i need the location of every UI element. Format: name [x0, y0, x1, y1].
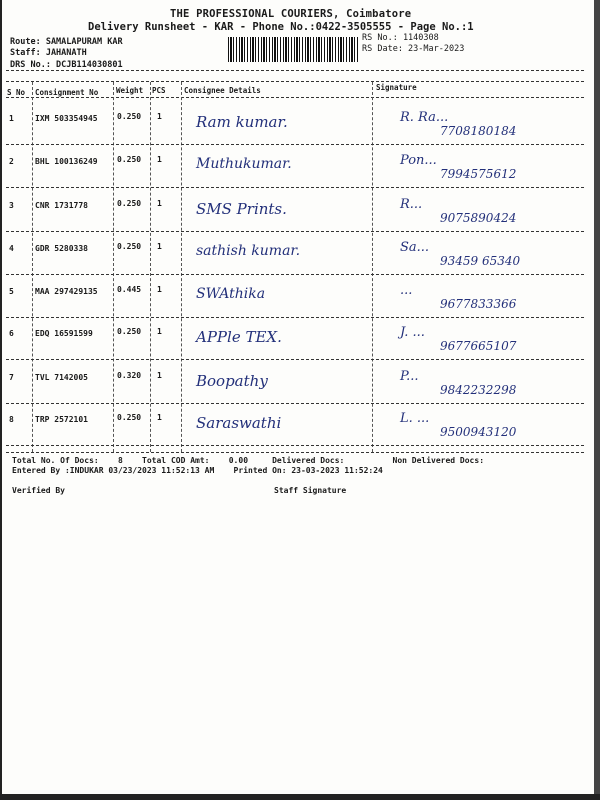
- row-consignee-handwritten: APPle TEX.: [196, 328, 282, 346]
- row-sno: 3: [9, 201, 14, 210]
- col-line: [372, 82, 373, 452]
- row-consignment-no: TVL 7142005: [35, 373, 88, 382]
- row-divider: [6, 187, 584, 188]
- company-title: THE PROFESSIONAL COURIERS, Coimbatore: [170, 8, 412, 20]
- row-pcs: 1: [157, 285, 162, 294]
- rs-date: RS Date: 23-Mar-2023: [362, 44, 465, 54]
- row-consignment-no: IXM 503354945: [35, 114, 98, 123]
- drs-number: DRS No.: DCJB114030801: [10, 60, 123, 70]
- row-consignment-no: TRP 2572101: [35, 415, 88, 424]
- row-weight: 0.250: [117, 199, 142, 208]
- row-consignee-handwritten: SWAthika: [196, 286, 266, 302]
- row-weight: 0.250: [117, 155, 142, 164]
- footer-divider: [6, 452, 584, 453]
- row-consignee-handwritten: Boopathy: [196, 372, 268, 390]
- row-weight: 0.250: [117, 327, 142, 336]
- row-signature-phone: 9500943120: [440, 425, 517, 439]
- row-sno: 4: [9, 244, 14, 253]
- row-consignment-no: EDQ 16591599: [35, 329, 93, 338]
- row-signature-phone: 9677665107: [440, 339, 517, 353]
- col-sno: S No: [7, 88, 26, 97]
- row-pcs: 1: [157, 242, 162, 251]
- row-sno: 7: [9, 373, 14, 382]
- row-consignee-handwritten: SMS Prints.: [196, 200, 287, 218]
- row-pcs: 1: [157, 199, 162, 208]
- header-divider-mid: [6, 81, 584, 82]
- header-divider-top: [6, 70, 584, 71]
- row-signature-handwritten: R. Ra...: [400, 110, 449, 125]
- col-signature: Signature: [376, 83, 417, 92]
- row-pcs: 1: [157, 371, 162, 380]
- row-divider: [6, 144, 584, 145]
- row-signature-phone: 9677833366: [440, 297, 517, 311]
- barcode-image: [228, 37, 358, 62]
- row-signature-handwritten: ...: [400, 283, 413, 298]
- row-divider: [6, 359, 584, 360]
- row-signature-phone: 9075890424: [440, 211, 517, 225]
- row-divider: [6, 231, 584, 232]
- row-consignee-handwritten: Saraswathi: [196, 414, 282, 432]
- row-signature-handwritten: R...: [400, 197, 423, 212]
- col-weight: Weight: [116, 86, 144, 95]
- col-consignment: Consignment No: [35, 88, 99, 97]
- row-signature-phone: 7994575612: [440, 167, 517, 181]
- scan-edge-bottom: [0, 794, 600, 800]
- row-weight: 0.250: [117, 413, 142, 422]
- col-line: [181, 82, 182, 452]
- row-signature-phone: 93459 65340: [440, 254, 521, 268]
- row-pcs: 1: [157, 112, 162, 121]
- row-consignee-handwritten: sathish kumar.: [196, 243, 301, 259]
- totals-line: Total No. Of Docs: 8 Total COD Amt: 0.00 Delivered Docs: Non Delivered Docs:: [12, 456, 485, 465]
- row-pcs: 1: [157, 327, 162, 336]
- col-line: [113, 82, 114, 452]
- row-pcs: 1: [157, 413, 162, 422]
- verified-by-label: Verified By: [12, 486, 65, 495]
- row-consignment-no: CNR 1731778: [35, 201, 88, 210]
- row-weight: 0.320: [117, 371, 142, 380]
- row-signature-handwritten: Pon...: [400, 153, 437, 168]
- row-sno: 5: [9, 287, 14, 296]
- row-pcs: 1: [157, 155, 162, 164]
- row-signature-handwritten: J. ...: [400, 325, 425, 340]
- row-signature-phone: 9842232298: [440, 383, 517, 397]
- col-line: [32, 82, 33, 452]
- row-weight: 0.250: [117, 242, 142, 251]
- row-sno: 6: [9, 329, 14, 338]
- staff-label: Staff: JAHANATH: [10, 48, 87, 58]
- row-consignee-handwritten: Muthukumar.: [196, 156, 292, 172]
- row-sno: 2: [9, 157, 14, 166]
- row-divider: [6, 403, 584, 404]
- runsheet-title: Delivery Runsheet - KAR - Phone No.:0422-3505555 - Page No.:1: [88, 21, 474, 33]
- row-weight: 0.445: [117, 285, 142, 294]
- scan-edge-left: [0, 0, 2, 800]
- row-divider: [6, 274, 584, 275]
- row-signature-handwritten: P...: [400, 369, 419, 384]
- header-divider-bottom: [6, 97, 584, 98]
- row-signature-handwritten: L. ...: [400, 411, 430, 426]
- entered-by-line: Entered By :INDUKAR 03/23/2023 11:52:13 AM Printed On: 23-03-2023 11:52:24: [12, 466, 383, 475]
- rs-number: RS No.: 1140308: [362, 33, 439, 43]
- row-divider: [6, 445, 584, 446]
- row-sno: 8: [9, 415, 14, 424]
- row-signature-handwritten: Sa...: [400, 240, 430, 255]
- row-consignee-handwritten: Ram kumar.: [196, 113, 288, 131]
- col-consignee: Consignee Details: [184, 86, 261, 95]
- col-pcs: PCS: [152, 86, 166, 95]
- scan-edge-right: [594, 0, 600, 800]
- staff-signature-label: Staff Signature: [274, 486, 347, 495]
- route-label: Route: SAMALAPURAM KAR: [10, 37, 123, 47]
- row-consignment-no: MAA 297429135: [35, 287, 98, 296]
- row-consignment-no: BHL 100136249: [35, 157, 98, 166]
- col-line: [150, 82, 151, 452]
- row-consignment-no: GDR 5280338: [35, 244, 88, 253]
- row-signature-phone: 7708180184: [440, 124, 517, 138]
- row-weight: 0.250: [117, 112, 142, 121]
- row-divider: [6, 317, 584, 318]
- row-sno: 1: [9, 114, 14, 123]
